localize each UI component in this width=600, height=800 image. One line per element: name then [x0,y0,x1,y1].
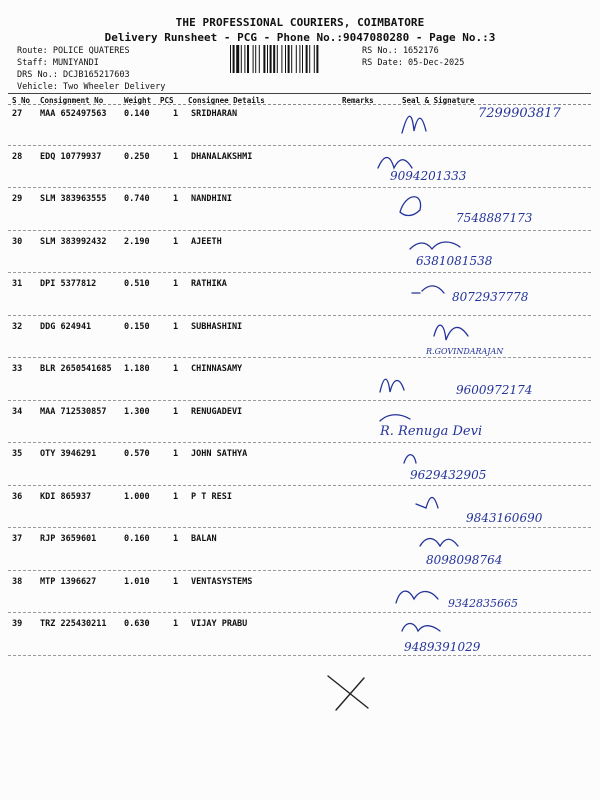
signature-stroke [412,286,444,293]
table-row [0,486,600,529]
handwritten-signature [360,486,600,528]
signature-phone-text: 9489391029 [404,640,481,654]
pieces-count: 1 [173,321,179,332]
pieces-count: 1 [173,236,179,247]
signature-phone-text: R. Renuga Devi [380,423,483,439]
drs-number: DRS No.: DCJB165217603 [17,70,130,80]
weight-value: 0.510 [124,279,150,289]
weight-value: 0.160 [124,534,150,544]
col-consignment: Consignment No [40,96,104,105]
handwritten-signature [360,443,600,485]
pieces-count: 1 [173,534,179,544]
row-sno: 38 [12,576,23,587]
row-sno: 32 [12,321,23,332]
signature-phone-text: 9600972174 [456,383,533,397]
signature-stroke [402,624,440,632]
signature-phone-text: 9094201333 [390,168,467,183]
weight-value: 2.190 [124,236,150,247]
table-row [0,528,600,571]
rs-number: RS No.: 1652176 [362,46,439,56]
consignee-name: AJEETH [191,236,222,247]
consignee-name: VIJAY PRABU [191,619,248,629]
consignment-number: DDG 624941 [40,321,92,332]
signature-stroke [420,539,458,547]
runsheet-subtitle: Delivery Runsheet - PCG - Phone No.:9047080280 - Page No.:3 [104,31,496,44]
signature-stroke [402,116,426,133]
rs-date: RS Date: 05-Dec-2025 [362,58,465,68]
pieces-count: 1 [173,449,179,459]
consignment-number: DPI 5377812 [40,279,97,289]
handwritten-signature [360,231,600,273]
signature-phone-text: 8098098764 [426,553,503,567]
row-sno: 29 [12,194,23,204]
table-row [0,103,600,146]
consignee-name: SRIDHARAN [191,109,238,119]
signature-phone-text: 9342835665 [448,596,518,610]
col-sno: S No [12,96,31,105]
weight-value: 1.000 [124,491,150,502]
staff-label: Staff: MUNIYANDI [17,58,99,68]
table-row [0,358,600,401]
weight-value: 0.570 [124,449,150,459]
consignment-number: OTY 3946291 [40,449,97,459]
weight-value: 0.630 [124,619,150,629]
row-divider [8,655,591,656]
handwritten-signature [360,528,600,570]
row-sno: 39 [12,619,23,629]
weight-value: 0.250 [124,151,150,162]
handwritten-signature [360,613,600,655]
signature-stroke [400,197,421,216]
table-row [0,443,600,486]
consignment-number: TRZ 225430211 [40,619,107,629]
barcode [230,45,356,73]
consignee-name: CHINNASAMY [191,364,243,374]
pieces-count: 1 [173,619,179,629]
row-sno: 36 [12,491,23,502]
pieces-count: 1 [173,151,179,162]
runsheet-table [0,103,600,656]
handwritten-signature [360,571,600,613]
row-sno: 37 [12,534,23,544]
pieces-count: 1 [173,406,179,417]
table-row [0,401,600,444]
weight-value: 1.010 [124,576,150,587]
col-consignee: Consignee Details [188,96,265,105]
signature-phone-text: 8072937778 [452,290,529,304]
consignee-name: RATHIKA [191,279,227,289]
weight-value: 1.300 [124,406,150,417]
signature-stroke [380,379,404,392]
consignment-number: BLR 2650541685 [40,364,112,374]
handwritten-signature [360,103,600,145]
pieces-count: 1 [173,279,179,289]
consignee-name: JOHN SATHYA [191,449,248,459]
signature-phone-text: R.GOVINDARAJAN [426,346,504,356]
cross-mark [320,668,380,718]
consignment-number: EDQ 10779937 [40,151,102,162]
weight-value: 0.150 [124,321,150,332]
col-pcs: PCS [160,96,174,105]
col-weight: Weight [124,96,152,105]
consignee-name: VENTASYSTEMS [191,576,253,587]
consignment-number: RJP 3659601 [40,534,97,544]
signature-stroke [410,242,460,249]
table-row [0,231,600,274]
consignee-name: RENUGADEVI [191,406,243,417]
row-sno: 28 [12,151,23,162]
consignee-name: BALAN [191,534,217,544]
table-row [0,613,600,656]
consignee-name: NANDHINI [191,194,232,204]
handwritten-signature [360,401,600,443]
route-label: Route: POLICE QUATERES [17,46,130,56]
table-row [0,146,600,189]
table-row [0,188,600,231]
consignment-number: KDI 865937 [40,491,92,502]
weight-value: 0.740 [124,194,150,204]
signature-stroke [434,325,468,340]
handwritten-signature [360,273,600,315]
handwritten-signature [360,146,600,188]
signature-phone-text: 9629432905 [410,468,487,482]
col-seal-signature: Seal & Signature [402,96,475,105]
vehicle-label: Vehicle: Two Wheeler Delivery [17,82,166,92]
consignment-number: SLM 383963555 [40,194,107,204]
signature-phone-text: 9843160690 [466,510,543,525]
handwritten-signature [360,188,600,230]
row-sno: 34 [12,406,23,417]
table-row [0,273,600,316]
consignee-name: DHANALAKSHMI [191,151,253,162]
row-sno: 30 [12,236,23,247]
pieces-count: 1 [173,109,179,119]
runsheet-title: THE PROFESSIONAL COURIERS, COIMBATORE [175,16,425,29]
consignment-number: MAA 712530857 [40,406,107,417]
signature-stroke [378,157,412,168]
col-remarks: Remarks [342,96,374,105]
consignment-number: MAA 652497563 [40,109,107,119]
table-row [0,571,600,614]
handwritten-signature [360,358,600,400]
row-sno: 35 [12,449,23,459]
signature-stroke [416,497,438,508]
row-sno: 33 [12,364,23,374]
consignee-name: SUBHASHINI [191,321,243,332]
consignment-number: MTP 1396627 [40,576,97,587]
header-rule [8,93,591,94]
signature-stroke [380,414,410,420]
pieces-count: 1 [173,194,179,204]
consignment-number: SLM 383992432 [40,236,107,247]
row-sno: 27 [12,109,23,119]
signature-phone-text: 7548887173 [456,211,533,225]
signature-phone-text: 6381081538 [416,253,493,268]
signature-stroke [396,591,438,603]
signature-phone-text: 7299903817 [478,106,561,121]
row-sno: 31 [12,279,23,289]
pieces-count: 1 [173,491,179,502]
table-row [0,316,600,359]
consignee-name: P T RESI [191,491,232,502]
pieces-count: 1 [173,364,179,374]
weight-value: 1.180 [124,364,150,374]
handwritten-signature [360,316,600,358]
signature-stroke [404,455,416,463]
pieces-count: 1 [173,576,179,587]
weight-value: 0.140 [124,109,150,119]
